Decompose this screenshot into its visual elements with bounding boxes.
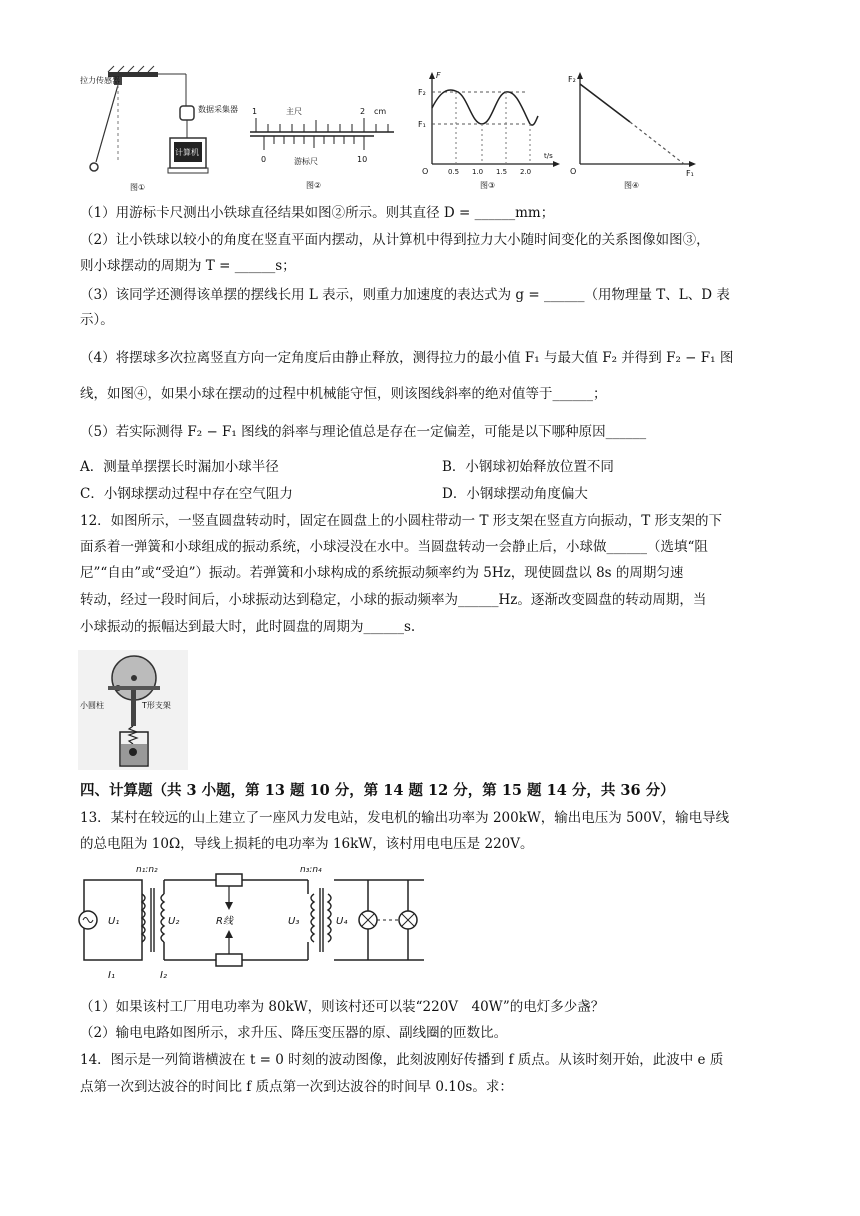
f6-U3: U₃ [288, 916, 300, 927]
f3-tick-15: 1.5 [496, 168, 508, 176]
q14-line1: 14．图示是一列简谐横波在 t = 0 时刻的波动图像，此刻波刚好传播到 f 质点。从该时刻开始，此波中 e 质 [80, 1052, 724, 1068]
q14-line2: 点第一次到达波谷的时间比 f 质点第一次到达波谷的时间早 0.10s。求： [80, 1079, 513, 1095]
option-d: D．小钢球摆动角度偏大 [442, 486, 588, 502]
option-c: C．小钢球摆动过程中存在空气阻力 [80, 486, 293, 502]
figure-6-transmission-circuit [78, 860, 436, 984]
q11-part1: （1）用游标卡尺测出小铁球直径结果如图②所示。则其直径 D = ______mm； [80, 205, 555, 221]
f6-U2: U₂ [168, 916, 180, 927]
f1-daq-label: 数据采集器 [198, 105, 238, 114]
f1-computer-label: 计算机 [175, 148, 199, 157]
figure-4-f2-vs-f1-graph [566, 68, 702, 194]
q11-part3-b: 示）。 [80, 312, 114, 328]
f6-R: R线 [216, 916, 233, 927]
f2-tick-1: 1 [252, 107, 258, 116]
figure-2-vernier-caliper [242, 74, 400, 194]
f1-sensor-label: 拉力传感器 [80, 76, 120, 85]
f3-caption: 图③ [480, 181, 496, 190]
f4-caption: 图④ [624, 181, 640, 190]
option-a: A．测量单摆摆长时漏加小球半径 [80, 459, 279, 475]
f2-vernier-ten: 10 [357, 155, 368, 164]
q11-part4-b: 线，如图④，如果小球在摆动的过程中机械能守恒，则该图线斜率的绝对值等于______； [80, 386, 607, 402]
section-4-heading: 四、计算题（共 3 小题，第 13 题 10 分，第 14 题 12 分，第 15 题 14 分，共 36 分） [80, 782, 675, 799]
f6-I2: I₂ [160, 970, 167, 981]
f4-origin: O [570, 167, 577, 176]
f4-label-F2: F₂ [568, 75, 576, 84]
f3-tick-10: 1.0 [472, 168, 484, 176]
q13-line2: 的总电阻为 10Ω，导线上损耗的电功率为 16kW，该村用电电压是 220V。 [80, 836, 534, 852]
figure-5-rotating-disc-oscillator [78, 650, 188, 770]
f6-U1: U₁ [108, 916, 120, 927]
f5-cylinder-label: 小圆柱 [80, 701, 104, 710]
q12-line5: 小球振动的振幅达到最大时，此时圆盘的周期为______s. [80, 619, 416, 635]
q13-line1: 13．某村在较远的山上建立了一座风力发电站，发电机的输出功率为 200kW，输出电压为 500V，输电导线 [80, 810, 730, 826]
f3-origin: O [422, 167, 429, 176]
f3-label-F1: F₁ [418, 120, 426, 129]
q11-part3-a: （3）该同学还测得该单摆的摆线长用 L 表示，则重力加速度的表达式为 g = ______（用物理量 T、L、D 表 [80, 287, 730, 303]
f2-main-scale-label: 主尺 [286, 107, 302, 116]
q12-line2: 面系着一弹簧和小球组成的振动系统，小球浸没在水中。当圆盘转动一会静止后，小球做______（选填“阻 [80, 539, 708, 555]
f4-label-F1: F₁ [686, 169, 694, 178]
f3-tick-20: 2.0 [520, 168, 532, 176]
q11-part2-b: 则小球摆动的周期为 T = ______s； [80, 258, 296, 274]
figure-1-pendulum-setup [78, 66, 238, 194]
option-b: B．小钢球初始释放位置不同 [442, 459, 614, 475]
f5-frame-label: T形支架 [142, 701, 171, 710]
q12-line1: 12．如图所示，一竖直圆盘转动时，固定在圆盘上的小圆柱带动一 T 形支架在竖直方向振动，T 形支架的下 [80, 513, 723, 529]
f3-label-F2: F₂ [418, 88, 426, 97]
f2-vernier-zero: 0 [261, 155, 267, 164]
q11-part4-a: （4）将摆球多次拉离竖直方向一定角度后由静止释放，测得拉力的最小值 F₁ 与最大值 F₂ 并得到 F₂ − F₁ 图 [80, 350, 734, 366]
q11-part2-a: （2）让小铁球以较小的角度在竖直平面内摆动，从计算机中得到拉力大小随时间变化的关系图像如图③， [80, 232, 710, 248]
f2-unit: cm [374, 107, 387, 116]
f2-vernier-label: 游标尺 [294, 157, 318, 166]
q13-part2: （2）输电电路如图所示，求升压、降压变压器的原、副线圈的匝数比。 [80, 1025, 508, 1041]
f6-U4: U₄ [336, 916, 348, 927]
f3-tick-05: 0.5 [448, 168, 460, 176]
f6-ratio-n12: n₁:n₂ [136, 865, 158, 875]
f6-ratio-n34: n₃:n₄ [300, 865, 322, 875]
q11-part5: （5）若实际测得 F₂ − F₁ 图线的斜率与理论值总是存在一定偏差，可能是以下哪种原因______ [80, 424, 647, 440]
f3-axis-t: t/s [544, 152, 553, 160]
figure-3-force-time-graph [416, 68, 566, 194]
f6-I1: I₁ [108, 970, 115, 981]
f2-caption: 图② [306, 181, 322, 190]
q12-line4: 转动，经过一段时间后，小球振动达到稳定，小球的振动频率为______Hz。逐渐改变圆盘的转动周期，当 [80, 592, 707, 608]
f1-caption: 图① [130, 183, 146, 192]
f3-axis-F: F [436, 71, 441, 80]
f2-tick-2: 2 [360, 107, 366, 116]
q13-part1: （1）如果该村工厂用电功率为 80kW，则该村还可以装“220V 40W”的电灯多少盏？ [80, 999, 605, 1015]
q12-line3: 尼”“自由”或“受迫”）振动。若弹簧和小球构成的系统振动频率约为 5Hz，现使圆盘以 8s 的周期匀速 [80, 565, 684, 581]
